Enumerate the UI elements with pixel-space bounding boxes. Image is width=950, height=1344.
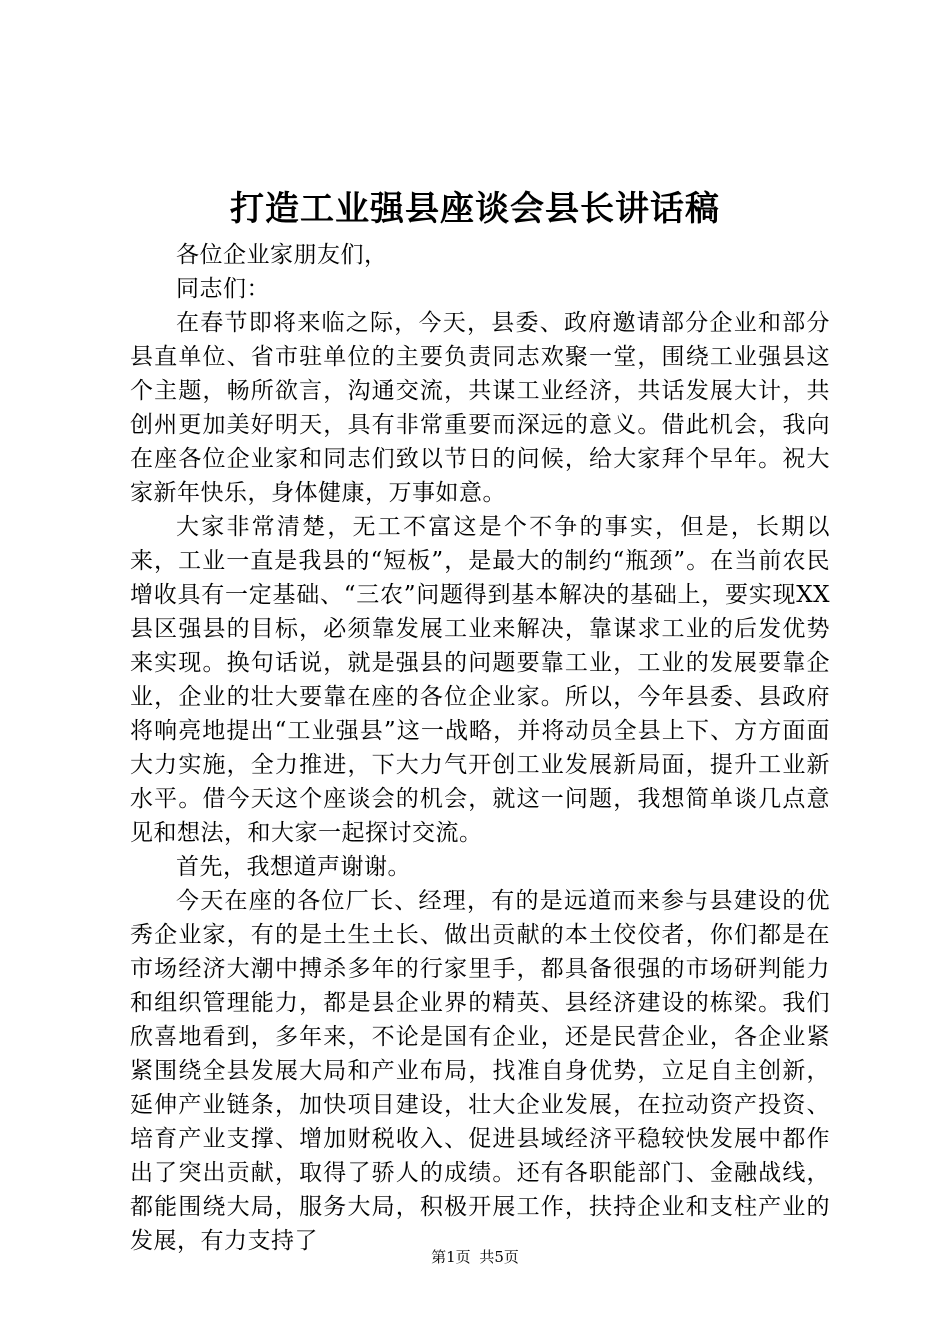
salutation-line: 各位企业家朋友们， <box>176 242 388 268</box>
body-paragraph: 今天在座的各位厂长、经理，有的是远道而来参与县建设的优秀企业家，有的是土生土长、做出贡献的本土佼佼者，你们都是在市场经济大潮中搏杀多年的行家里手，都具备很强的市场研判能力和组织管理能力，都是县企业界的精英、县经济建设的栋梁。我们欣喜地看到，多年来，不论是国有企业，还是民营企业，各企业紧紧围绕全县发展大局和产业布局，找准自身优势，立足自主创新，延伸产业链条，加快项目建设，壮大企业发展，在拉动资产投资、培育产业支撑、增加财税收入、促进县域经济平稳较快发展中都作出了突出贡献，取得了骄人的成绩。还有各职能部门、金融战线，都能围绕大局，服务大局，积极开展工作，扶持企业和支柱产业的发展，有力支持了 <box>130 888 830 1254</box>
document-body <box>130 238 830 1258</box>
page-footer <box>0 1247 950 1267</box>
document-title: 打造工业强县座谈会县长讲话稿 <box>230 189 720 229</box>
page-number: 第1页 <box>431 1248 471 1266</box>
body-paragraph: 大家非常清楚，无工不富这是个不争的事实，但是，长期以来，工业一直是我县的“短板”，是最大的制约“瓶颈”。在当前农民增收具有一定基础、“三农”问题得到基本解决的基础上，要实现XX县区强县的目标，必须靠发展工业来解决，靠谋求工业的后发优势来实现。换句话说，就是强县的问题要靠工业，工业的发展要靠企业，企业的壮大要靠在座的各位企业家。所以，今年县委、县政府将响亮地提出“工业强县”这一战略，并将动员全县上下、方方面面大力实施，全力推进，下大力气开创工业发展新局面，提升工业新水平。借今天这个座谈会的机会，就这一问题，我想简单谈几点意见和想法，和大家一起探讨交流。 <box>130 514 830 846</box>
salutation-line: 同志们： <box>176 276 270 302</box>
page-count: 共5页 <box>479 1248 519 1266</box>
body-paragraph: 在春节即将来临之际，今天，县委、政府邀请部分企业和部分县直单位、省市驻单位的主要负责同志欢聚一堂，围绕工业强县这个主题，畅所欲言，沟通交流，共谋工业经济，共话发展大计，共创州更加美好明天，具有非常重要而深远的意义。借此机会，我向在座各位企业家和同志们致以节日的问候，给大家拜个早年。祝大家新年快乐，身体健康，万事如意。 <box>130 310 830 506</box>
body-paragraph: 首先，我想道声谢谢。 <box>176 854 411 880</box>
